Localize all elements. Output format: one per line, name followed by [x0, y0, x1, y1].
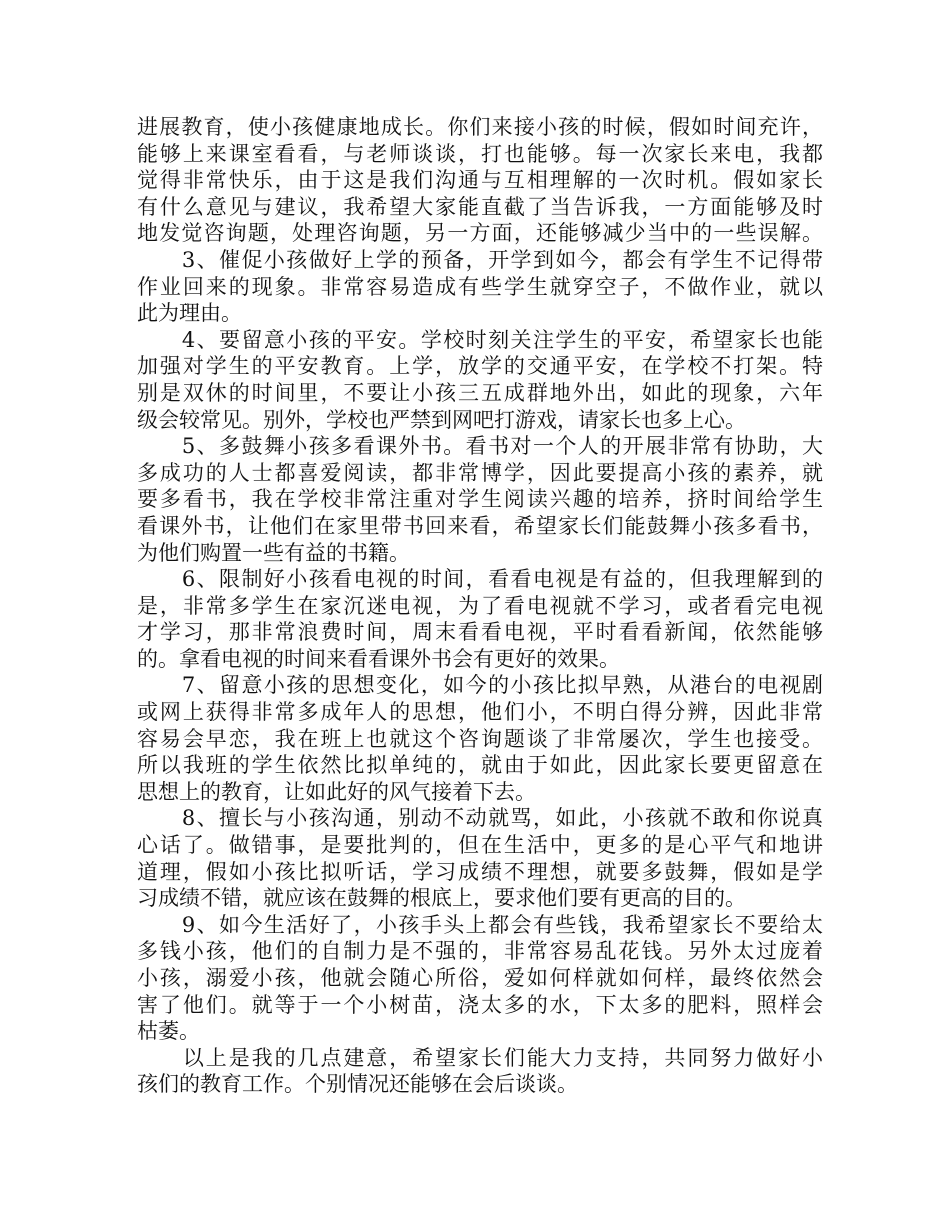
text-line: 加强对学生的平安教育。上学，放学的交通平安，在学校不打架。特: [137, 354, 823, 379]
text-line: 所以我班的学生依然比拟单纯的，就由于如此，因此家长要更留意在: [137, 753, 823, 778]
text-line: 或网上获得非常多成年人的思想，他们小，不明白得分辨，因此非常: [137, 700, 823, 725]
text-line: 别是双休的时间里，不要让小孩三五成群地外出，如此的现象，六年: [137, 380, 823, 405]
text-line: 习成绩不错，就应该在鼓舞的根底上，要求他们要有更高的目的。: [137, 886, 746, 911]
text-line: 7、留意小孩的思想变化，如今的小孩比拟早熟，从港台的电视剧: [137, 673, 823, 698]
text-line: 思想上的教育，让如此好的风气接着下去。: [137, 779, 536, 804]
text-line: 才学习，那非常浪费时间，周末看看电视，平时看看新闻，依然能够: [137, 620, 823, 645]
text-line: 心话了。做错事，是要批判的，但在生活中，更多的是心平气和地讲: [137, 833, 823, 858]
text-line: 小孩，溺爱小孩，他就会随心所俗，爱如何样就如何样，最终依然会: [137, 966, 823, 990]
text-line: 进展教育，使小孩健康地成长。你们来接小孩的时候，假如时间充许，: [137, 115, 823, 139]
text-line: 孩们的教育工作。个别情况还能够在会后谈谈。: [137, 1072, 578, 1097]
text-line: 多成功的人士都喜爱阅读，都非常博学，因此要提高小孩的素养，就: [137, 460, 823, 485]
text-line: 要多看书，我在学校非常注重对学生阅读兴趣的培养，挤时间给学生: [137, 487, 823, 512]
text-line: 能够上来课室看看，与老师谈谈，打也能够。每一次家长来电，我都: [137, 141, 823, 166]
text-line: 看课外书，让他们在家里带书回来看，希望家长们能鼓舞小孩多看书，: [137, 513, 823, 538]
text-line: 此为理由。: [137, 301, 242, 326]
text-line: 枯萎。: [137, 1019, 200, 1044]
text-line: 4、要留意小孩的平安。学校时刻关注学生的平安，希望家长也能: [137, 327, 823, 352]
text-line: 以上是我的几点建意，希望家长们能大力支持，共同努力做好小: [137, 1045, 823, 1070]
text-line: 觉得非常快乐，由于这是我们沟通与互相理解的一次时机。假如家长: [137, 168, 823, 193]
text-line: 9、如今生活好了，小孩手头上都会有些钱，我希望家长不要给太: [137, 912, 823, 937]
text-line: 多钱小孩，他们的自制力是不强的，非常容易乱花钱。另外太过庞着: [137, 939, 823, 964]
text-line: 8、擅长与小孩沟通，别动不动就骂，如此，小孩就不敢和你说真: [137, 806, 823, 831]
text-line: 5、多鼓舞小孩多看课外书。看书对一个人的开展非常有协助，大: [137, 434, 823, 459]
text-line: 地发觉咨询题，处理咨询题，另一方面，还能够减少当中的一些误解。: [137, 221, 823, 246]
text-line: 级会较常见。别外，学校也严禁到网吧打游戏，请家长也多上心。: [137, 407, 746, 432]
text-line: 容易会早恋，我在班上也就这个咨询题谈了非常屡次，学生也接受。: [137, 726, 823, 751]
text-line: 作业回来的现象。非常容易造成有些学生就穿空子，不做作业，就以: [137, 274, 823, 299]
text-line: 的。拿看电视的时间来看看课外书会有更好的效果。: [137, 646, 620, 671]
text-line: 害了他们。就等于一个小树苗，浇太多的水，下太多的肥料，照样会: [137, 992, 823, 1017]
text-line: 道理，假如小孩比拟听话，学习成绩不理想，就要多鼓舞，假如是学: [137, 859, 823, 884]
text-line: 是，非常多学生在家沉迷电视，为了看电视就不学习，或者看完电视: [137, 593, 823, 618]
document-body: [137, 114, 823, 1098]
text-line: 3、催促小孩做好上学的预备，开学到如今，都会有学生不记得带: [137, 247, 823, 272]
text-line: 有什么意见与建议，我希望大家能直截了当告诉我，一方面能够及时: [137, 194, 823, 219]
text-line: 6、限制好小孩看电视的时间，看看电视是有益的，但我理解到的: [137, 567, 823, 592]
text-line: 为他们购置一些有益的书籍。: [137, 540, 410, 565]
